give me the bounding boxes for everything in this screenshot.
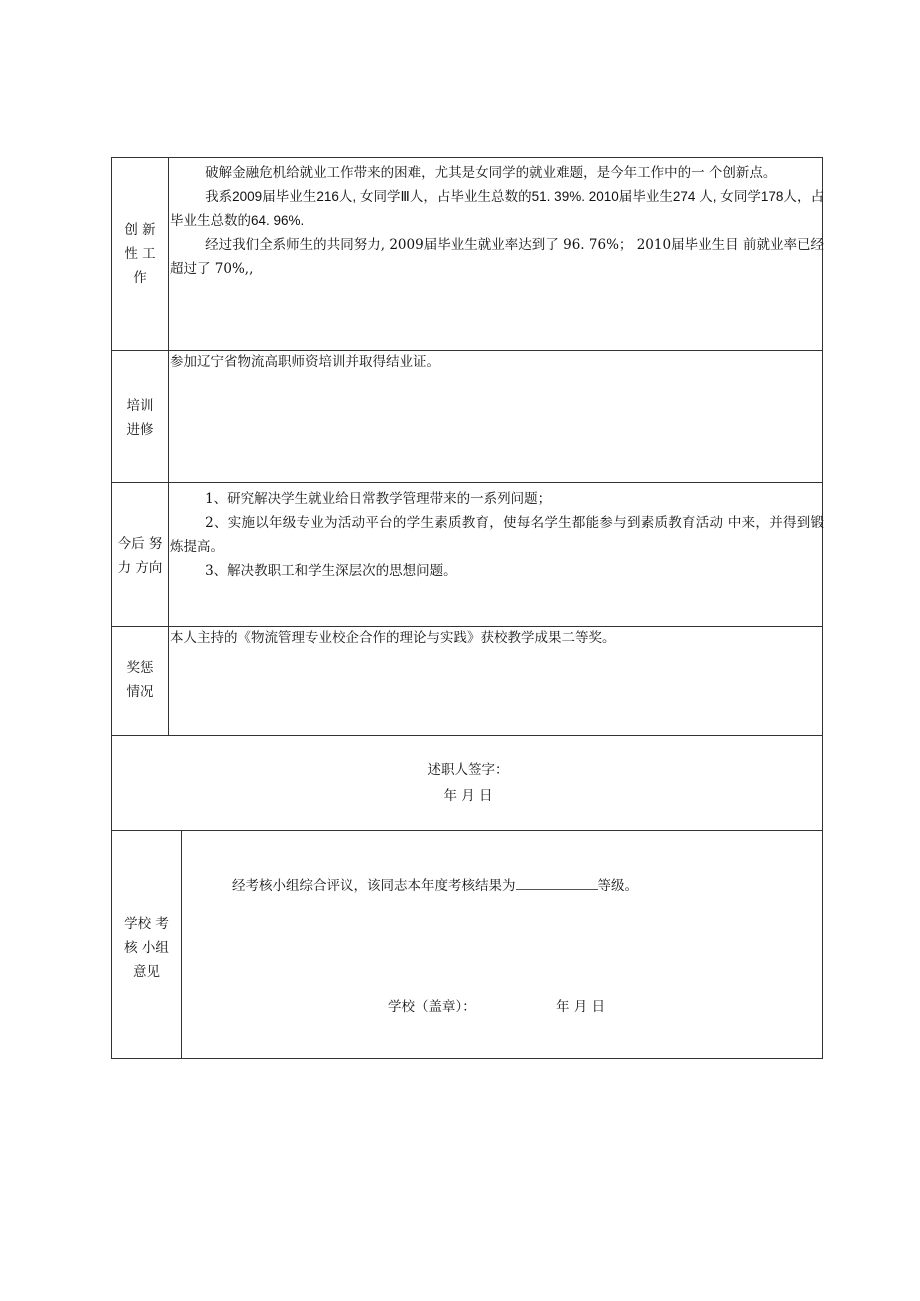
signature-label: 述职人签字： [427,762,509,778]
innovation-label: 创 新 性 工 作 [124,222,156,286]
report-form-table [111,157,823,1059]
training-label: 培训 进修 [126,398,154,438]
awards-label: 奖惩 情况 [126,660,154,700]
assessment-statement: 经考核小组综合评议，该同志本年度考核结果为 等级。 [232,874,638,898]
assessment-label: 学校 考 核 小组 意见 [124,916,169,980]
future-direction-label: 今后 努 力 方向 [117,536,163,576]
grade-blank-line [516,875,598,890]
row-divider [112,830,822,831]
assessment-date: 年 月 日 [556,999,606,1015]
row-divider [112,482,822,483]
column-divider [168,158,169,735]
future-item: 2、实施以年级专业为活动平台的学生素质教育，使每名学生都能参与到素质教育活动 中来，并得到锻炼提高。 [170,515,824,555]
innovation-content [170,161,824,281]
awards-text: 本人主持的《物流管理专业校企合作的理论与实践》获校教学成果二等奖。 [170,630,616,646]
school-seal-label: 学校（盖章）： [388,999,476,1015]
column-divider [181,830,182,1059]
training-content [170,350,824,374]
innovation-paragraph: 经过我们全系师生的共同努力, 2009届毕业生就业率达到了 96. 76%； 2010届毕业生目 前就业率已经超过了 70%,, [170,237,824,277]
future-direction-content [170,487,824,583]
future-item: 3、解决教职工和学生深层次的思想问题。 [205,563,457,579]
signature-date: 年 月 日 [443,788,493,804]
future-item: 1、研究解决学生就业给日常教学管理带来的一系列问题； [205,491,552,507]
signature-block [112,758,824,808]
awards-content [170,626,824,650]
row-divider [112,735,822,736]
innovation-paragraph: 我系2009届毕业生216人, 女同学Ⅲ人，占毕业生总数的51. 39%. 2010届毕业生274 人, 女同学178人，占毕业生总数的64. 96%. [170,189,824,228]
training-text: 参加辽宁省物流高职师资培训并取得结业证。 [170,354,440,370]
innovation-paragraph: 破解金融危机给就业工作带来的困难，尤其是女同学的就业难题，是今年工作中的一 个创新点。 [205,165,777,181]
